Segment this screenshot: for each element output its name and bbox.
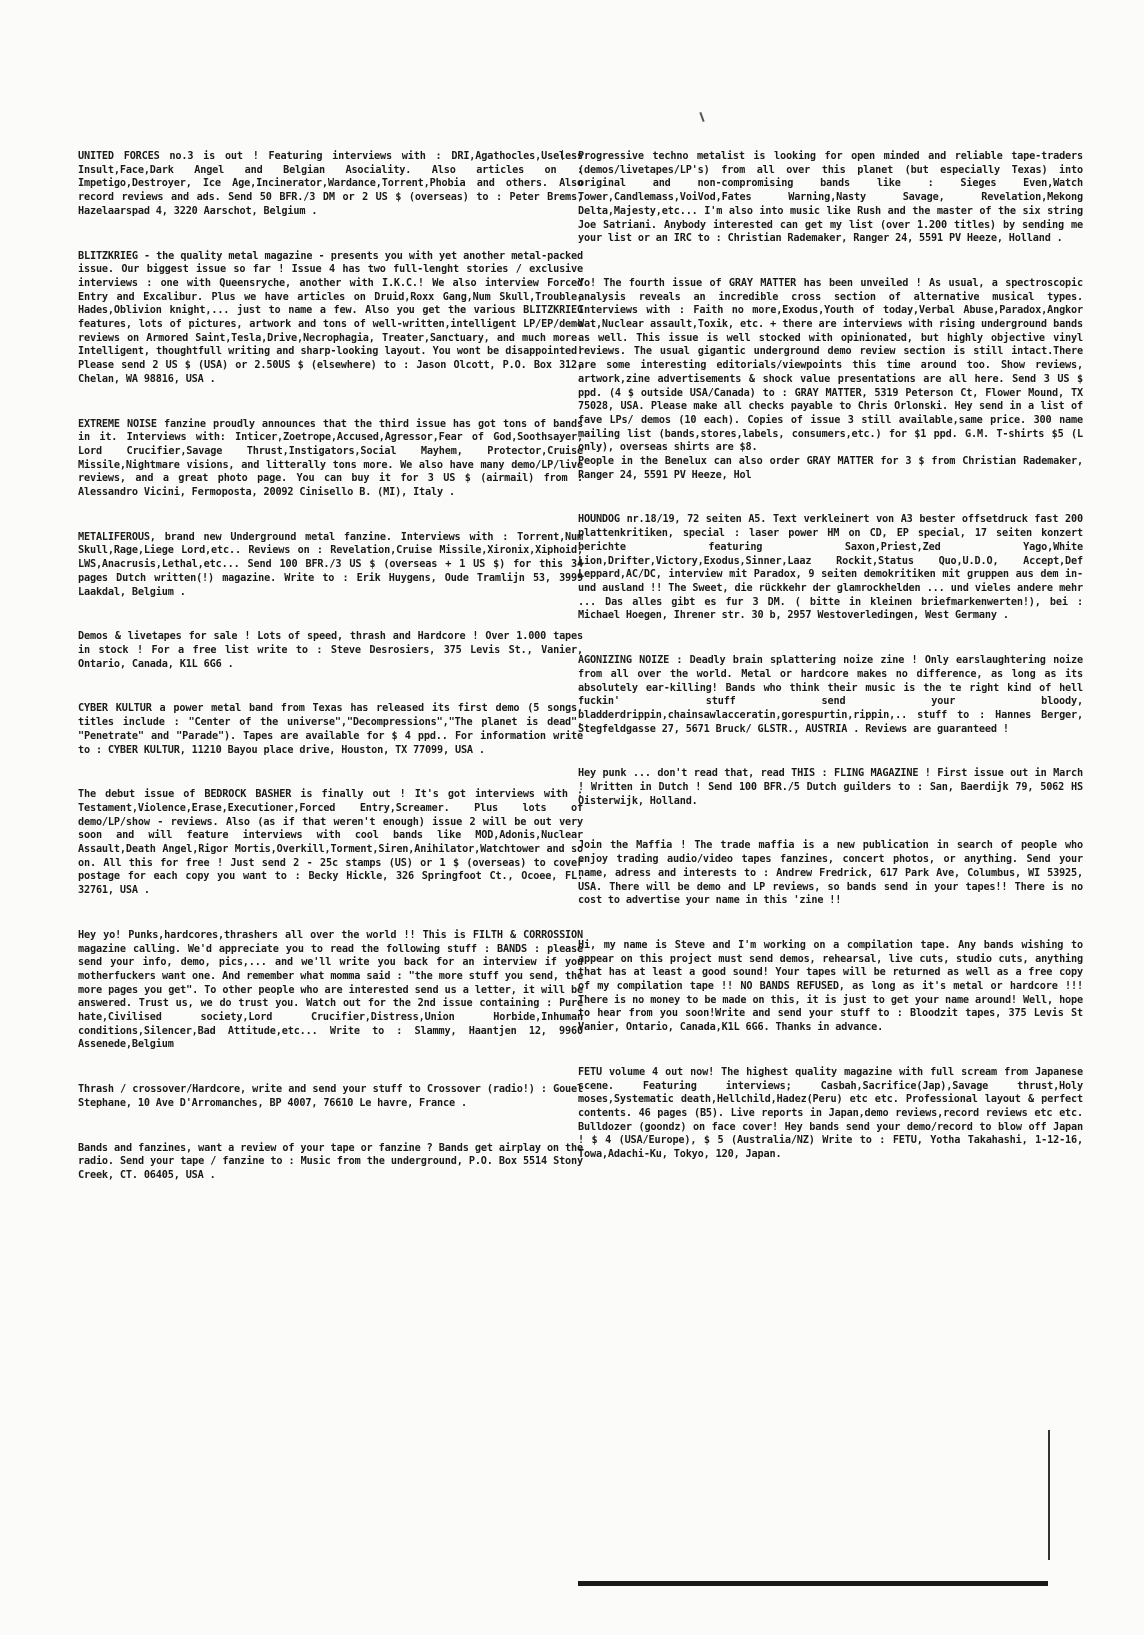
ad-cyber-kultur: CYBER KULTUR a power metal band from Texas has released its first demo (5 songs, titles include : "Center of the universe","Decompressions","The planet is dead", "Penetrate" and "Parade"). Tapes are available for $ 4 ppd.. For information write to : CYBER KULTUR, 11210 Bayou place drive, Houston, TX 77099, USA . <box>78 703 583 756</box>
ad-demos-livetapes: Demos & livetapes for sale ! Lots of speed, thrash and Hardcore ! Over 1.000 tapes in stock ! For a free list write to : Steve Desrosiers, 375 Levis St., Vanier, Ontario, Canada, K1L 6G6 . <box>78 631 583 670</box>
ad-extreme-noise: EXTREME NOISE fanzine proudly announces that the third issue has got tons of bands in it. Interviews with: Inticer,Zoetrope,Accused,Agressor,Fear of God,Soothsayer, Lord Crucifier,Savage Thrust,Instigators,Social Mayhem, Protector,Cruise Missile,Nightmare visions, and litterally tons more. We also have many demo/LP/live reviews, and a great photo page. You can buy it for 3 US $ (airmail) from : Alessandro Vicini, Fermoposta, 20092 Cinisello B. (MI), Italy . <box>78 418 583 499</box>
ad-compilation-tape: Hi, my name is Steve and I'm working on a compilation tape. Any bands wishing to appear on this project must send demos, rehearsal, live cuts, studio cuts, anything that has at least a good sound! Your tapes will be returned as well as a free copy of my compilation tape !! NO BANDS REFUSED, as long as it's metal or hardcore !!! There is no money to be made on this, it is just to get your name around! Well, hope to hear from you soon!Write and send your stuff to : Bloodzit tapes, 375 Levis St Vanier, Ontario, Canada,K1L 6G6. Thanks in advance. <box>578 939 1083 1034</box>
ad-metaliferous: METALIFEROUS, brand new Underground metal fanzine. Interviews with : Torrent,Num Skull,Rage,Liege Lord,etc.. Reviews on : Revelation,Cruise Missile,Xironix,Xiphoid, LWS,Anacrusis,Lethal,etc... Send 100 BFR./3 US $ (overseas + 1 US $) for this 34 pages Dutch written(!) magazine. Write to : Erik Huygens, Oude Tramlijn 53, 3999 Laakdal, Belgium . <box>78 531 583 598</box>
ad-fling-magazine: Hey punk ... don't read that, read THIS : FLING MAGAZINE ! First issue out in March ! Written in Dutch ! Send 100 BFR./5 Dutch guilders to : San, Baerdijk 79, 5062 HS Oisterwijk, Holland. <box>578 768 1083 807</box>
ad-united-forces: UNITED FORCES no.3 is out ! Featuring interviews with : DRI,Agathocles,Useless Insult,Face,Dark Angel and Belgian Asociality. Also articles on : Impetigo,Destroyer, Ice Age,Incinerator,Wardance,Torrent,Phobia and others. Also record reviews and ads. Send 50 BFR./3 DM or 2 US $ (overseas) to : Peter Brems, Hazelaarspad 4, 3220 Aarschot, Belgium . <box>78 151 583 217</box>
ad-tape-trader: Progressive techno metalist is looking for open minded and reliable tape-traders (demos/livetapes/LP's) from all over this planet (but especially Texas) into original and non-compromising bands like : Sieges Even,Watch Tower,Candlemass,VoiVod,Fates Warning,Nasty Savage, Revelation,Mekong Delta,Majesty,etc... I'm also into music like Rush and the master of the six string Joe Satriani. Anybody interested can get my list (over 1.200 titles) by sending me your list or an IRC to : Christian Rademaker, Ranger 24, 5591 PV Heeze, Holland . <box>578 151 1083 245</box>
box-edge-rule <box>1048 1430 1050 1560</box>
ad-gray-matter: Yo! The fourth issue of GRAY MATTER has been unveiled ! As usual, a spectroscopic analysis reveals an incredible cross section of alternative musical types. Interviews with : Faith no more,Exodus,Youth of today,Verbal Abuse,Paradox,Angkor Wat,Nuclear assault,Toxik, etc. + there are interviews with rising underground bands as well. This issue is well stocked with opinionated, but highly objective vinyl reviews. The usual gigantic underground demo review section is still intact.There are some interesting editorials/viewpoints this time around too. Show reviews, artwork,zine advertisements & shock value presentations are all here. Send 3 US $ ppd. (4 $ outside USA/Canada) to : GRAY MATTER, 5319 Peterson Ct, Flower Mound, TX 75028, USA. Please make all checks payable to Chris Orlonski. Hey send in a list of fave LPs/ demos (10 each). Copies of issue 3 still available,same price. 300 name mailing list (bands,stores,labels, consumers,etc.) for $1 ppd. G.M. T-shirts $5 (L only), overseas shirts are $8. People in the Benelux can also order GRAY MATTER for 3 $ from Christian Rademaker, Ranger 24, 5591 PV Heeze, Hol <box>578 277 1083 481</box>
ad-agonizing-noize: AGONIZING NOIZE : Deadly brain splattering noize zine ! Only earslaughtering noize from all over the world. Metal or hardcore makes no difference, as long as its absolutely ear-killing! Bands who think their music is the te right kind of hell fuckin' stuff send your bloody, bladderdrippin,chainsawlacceratin,gorespurtin,rippin,.. stuff to : Hannes Berger, Stegfeldgasse 27, 5671 Bruck/ GLSTR., AUSTRIA . Reviews are guaranteed ! <box>578 655 1083 735</box>
ad-bedrock-basher: The debut issue of BEDROCK BASHER is finally out ! It's got interviews with : Testament,Violence,Erase,Executioner,Forced Entry,Screamer. Plus lots of demo/LP/show - reviews. Also (as if that weren't enough) issue 2 will be out very soon and will feature interviews with cool bands like MOD,Adonis,Nuclear Assault,Death Angel,Rigor Mortis,Overkill,Torment,Siren,Anihilator,Watchtower and so on. All this for free ! Just send 2 - 25c stamps (US) or 1 $ (overseas) to cover postage for each copy you want to : Becky Hickle, 326 Springfoot Ct., Ocoee, FL. 32761, USA . <box>78 789 583 897</box>
ink-mark <box>699 112 704 122</box>
bottom-rule <box>578 1581 1048 1586</box>
right-column <box>578 150 1083 1193</box>
ad-blitzkrieg: BLITZKRIEG - the quality metal magazine - presents you with yet another metal-packed issue. Our biggest issue so far ! Issue 4 has two full-lenght stories / exclusive interviews : one with Queensryche, another with I.K.C.! We also interview Forced Entry and Excalibur. Plus we have articles on Druid,Roxx Gang,Num Skull,Trouble, Hades,Oblivion knight,... just to name a few. Also you get the various BLITZKRIEG features, lots of pictures, artwork and tons of well-written,intelligent LP/EP/demo reviews on Armored Saint,Tesla,Drive,Necrophagia, Treater,Sanctuary, and much more. Intelligent, thoughtfull writing and sharp-looking layout. You wont be disappointed! Please send 2 US $ (USA) or 2.50US $ (elsewhere) to : Jason Olcott, P.O. Box 312, Chelan, WA 98816, USA . <box>78 250 583 385</box>
ad-houndog: HOUNDOG nr.18/19, 72 seiten A5. Text verkleinert von A3 bester offsetdruck fast 200 plattenkritiken, special : laser power HM on CD, EP special, 17 seiten konzert berichte featuring Saxon,Priest,Zed Yago,White Lion,Drifter,Victory,Exodus,Sinner,Laaz Rockit,Status Quo,U.D.O, Accept,Def Leppard,AC/DC, interview mit Paradox, 9 seiten demokritiken mit gruppen aus dem in- und ausland !! The Sweet, die rückkehr der glamrockhelden ... und vieles andere mehr ... Das alles gibt es fur 3 DM. ( bitte in kleinen briefmarkenwerten!), bei : Michael Hoegen, Ihrener str. 30 b, 2957 Westoverledingen, West Germany . <box>578 514 1083 622</box>
ad-music-underground: Bands and fanzines, want a review of your tape or fanzine ? Bands get airplay on the radio. Send your tape / fanzine to : Music from the underground, P.O. Box 5514 Stony Creek, CT. 06405, USA . <box>78 1142 583 1181</box>
ad-crossover-radio: Thrash / crossover/Hardcore, write and send your stuff to Crossover (radio!) : Gouel Stephane, 10 Ave D'Arromanches, BP 4007, 76610 Le havre, France . <box>78 1084 583 1109</box>
left-column <box>78 150 583 1214</box>
ad-filth-corrossion: Hey yo! Punks,hardcores,thrashers all over the world !! This is FILTH & CORROSSION magazine calling. We'd appreciate you to read the following stuff : BANDS : please send your info, demo, pics,... and we'll write you back for an interview if you motherfuckers want one. And remember what momma said : "the more stuff you send, the more pages you get". To other people who are interested send us a letter, it will be answered. Trust us, we do trust you. Watch out for the 2nd issue containing : Pure hate,Civilised society,Lord Crucifier,Distress,Union Horbide,Inhuman conditions,Silencer,Bad Attitude,etc... Write to : Slammy, Haantjen 12, 9960 Assenede,Belgium <box>78 929 583 1051</box>
ad-fetu: FETU volume 4 out now! The highest quality magazine with full scream from Japanese scene. Featuring interviews; Casbah,Sacrifice(Jap),Savage thrust,Holy moses,Systematic death,Hellchild,Hadez(Peru) etc etc. Professional layout & perfect contents. 46 pages (B5). Live reports in Japan,demo reviews,record reviews etc etc. Bulldozer (goondz) on face cover! Hey bands send your demo/record to blow off Japan ! $ 4 (USA/Europe), $ 5 (Australia/NZ) Write to : FETU, Yotha Takahashi, 1-12-16, Towa,Adachi-Ku, Tokyo, 120, Japan. <box>578 1066 1083 1161</box>
ad-trade-maffia: Join the Maffia ! The trade maffia is a new publication in search of people who enjoy trading audio/video tapes fanzines, concert photos, or anything. Send your name, adress and interests to : Andrew Fredrick, 617 Park Ave, Columbus, WI 53925, USA. There will be demo and LP reviews, so bands send in your tapes!! There is no cost to advertise your name in this 'zine !! <box>578 840 1083 907</box>
